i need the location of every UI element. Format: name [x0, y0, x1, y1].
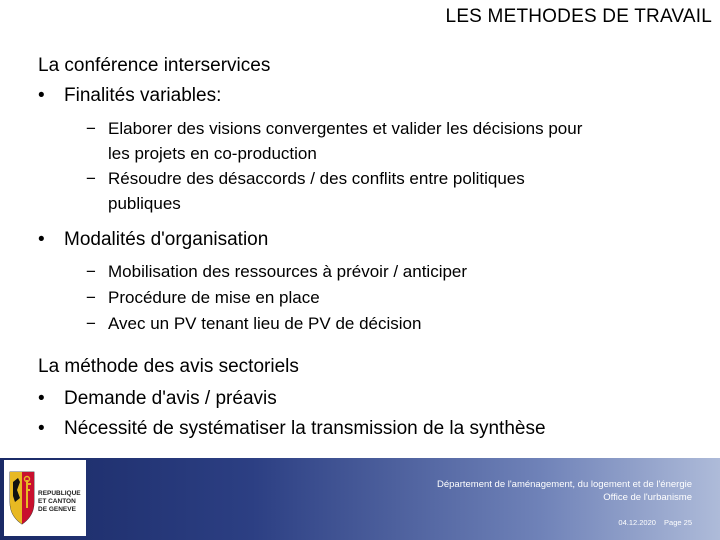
bullet-symbol: •	[38, 85, 45, 106]
page-number: Page 25	[664, 518, 692, 527]
logo-line: DE GENEVE	[38, 506, 76, 513]
office-name: Office de l'urbanisme	[603, 492, 692, 503]
sub-line: publiques	[108, 194, 181, 213]
bullet-symbol: •	[38, 388, 45, 409]
dash-symbol: −	[86, 262, 96, 281]
department-info	[437, 478, 692, 504]
sub-line: Procédure de mise en place	[108, 288, 320, 307]
sub-line: Elaborer des visions convergentes et valider les décisions pour	[108, 119, 583, 138]
bullet-modalites	[38, 229, 268, 251]
section-heading-conference: La conférence interservices	[38, 55, 271, 76]
department-name: Département de l'aménagement, du logement et de l'énergie	[436, 479, 692, 490]
section-heading-avis: La méthode des avis sectoriels	[38, 356, 299, 377]
sub-item	[86, 166, 525, 216]
geneva-logo	[4, 460, 86, 536]
bullet-symbol: •	[38, 418, 45, 439]
sub-item	[86, 116, 582, 166]
sub-line: Avec un PV tenant lieu de PV de décision	[108, 314, 422, 333]
bullet-label: Modalités d'organisation	[64, 229, 269, 250]
sub-line: Résoudre des désaccords / des conflits entre politiques	[108, 169, 525, 188]
footer-banner	[0, 458, 720, 540]
dash-symbol: −	[86, 288, 96, 307]
sub-item	[86, 259, 467, 284]
sub-line: Mobilisation des ressources à prévoir / anticiper	[108, 262, 468, 281]
bullet-necessite	[38, 418, 546, 440]
sub-item	[86, 311, 421, 336]
logo-text	[38, 490, 81, 514]
slide-date: 04.12.2020	[618, 518, 656, 527]
bullet-label: Finalités variables:	[64, 85, 222, 106]
dash-symbol: −	[86, 169, 96, 188]
bullet-demande	[38, 388, 277, 410]
bullet-label: Nécessité de systématiser la transmission de la synthèse	[64, 418, 546, 439]
sub-item	[86, 285, 320, 310]
dash-symbol: −	[86, 314, 96, 333]
dash-symbol: −	[86, 119, 96, 138]
geneva-crest-icon	[9, 468, 35, 528]
logo-line: ET CANTON	[38, 498, 76, 505]
slide-meta	[612, 518, 692, 527]
bullet-symbol: •	[38, 229, 45, 250]
logo-line: REPUBLIQUE	[38, 490, 81, 497]
sub-line: les projets en co-production	[108, 144, 317, 163]
bullet-finalites	[38, 85, 221, 107]
bullet-label: Demande d'avis / préavis	[64, 388, 277, 409]
slide-title: LES METHODES DE TRAVAIL	[445, 6, 712, 27]
